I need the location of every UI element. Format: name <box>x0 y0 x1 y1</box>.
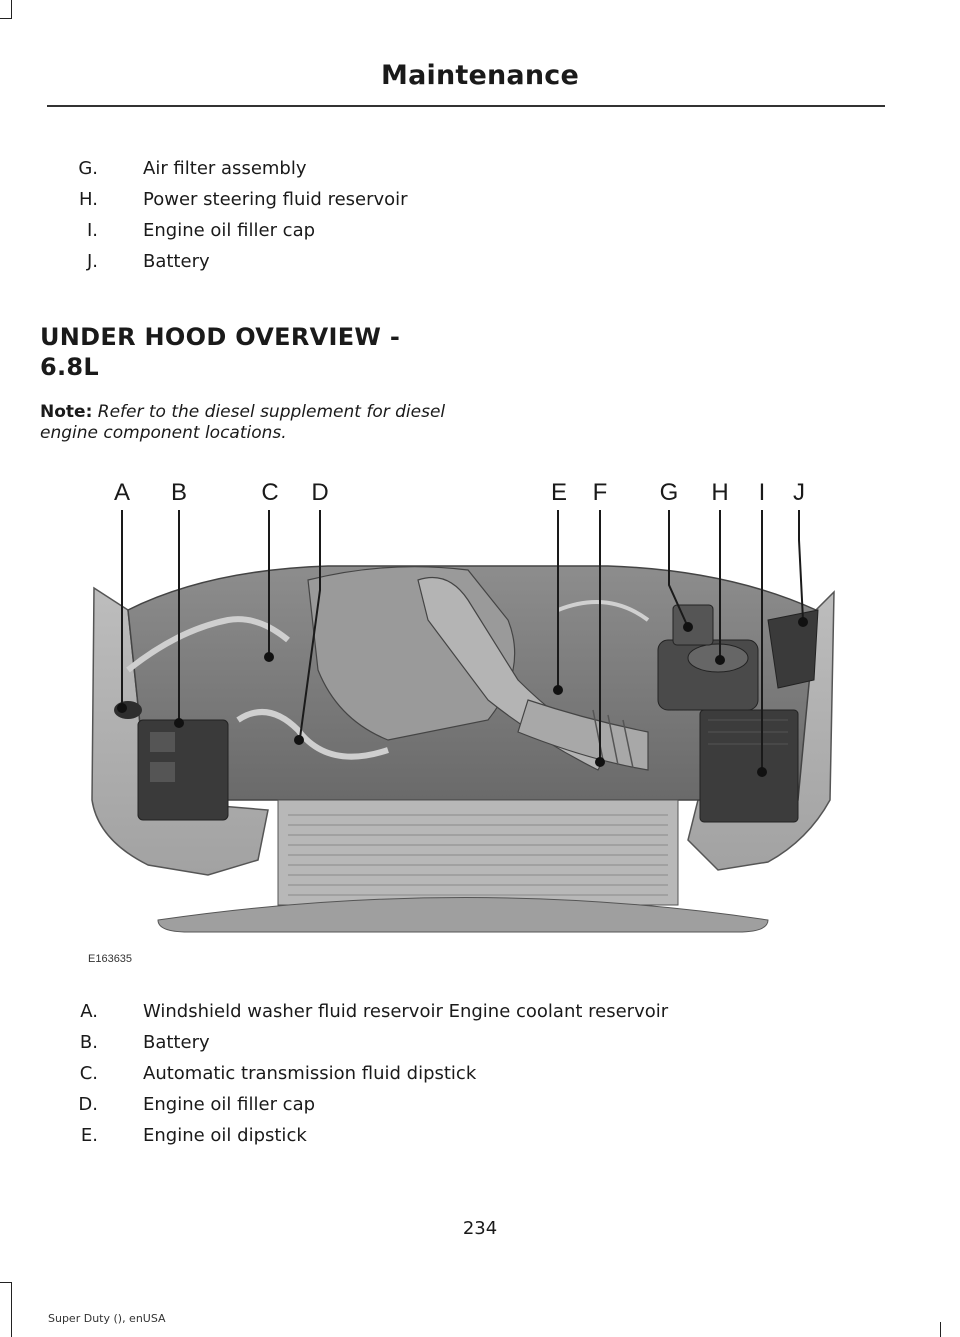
callout-dot <box>117 703 127 713</box>
callout-dot <box>798 617 808 627</box>
crop-mark <box>11 1282 12 1337</box>
list-letter: J. <box>86 251 98 272</box>
callout-label: G <box>659 479 679 506</box>
list-text: Engine oil filler cap <box>143 220 316 241</box>
list-text: Engine oil filler cap <box>143 1094 316 1115</box>
list-letter: E. <box>80 1125 98 1146</box>
callout-label: D <box>311 479 329 506</box>
list-text: Battery <box>143 251 210 272</box>
callout-dot <box>174 718 184 728</box>
callout-label: H <box>711 479 729 506</box>
callout-dot <box>264 652 274 662</box>
section-heading-line1: UNDER HOOD OVERVIEW - <box>40 323 401 351</box>
list-letter: H. <box>79 189 98 210</box>
callout-dot <box>757 767 767 777</box>
callout-label: A <box>113 479 131 506</box>
callout-label: J <box>793 479 805 506</box>
crop-mark <box>0 1282 12 1283</box>
list-text: Battery <box>143 1032 210 1053</box>
callout-label: C <box>261 479 279 506</box>
section-heading <box>40 322 440 382</box>
callout-dot <box>595 757 605 767</box>
callout-dot <box>715 655 725 665</box>
callout-label: I <box>758 479 766 506</box>
callout-label: E <box>550 479 568 506</box>
crop-mark <box>0 18 12 19</box>
engine-bay-illustration <box>88 470 858 965</box>
note-text: Refer to the diesel supplement for diesel engine component locations. <box>40 402 446 443</box>
note <box>40 402 460 444</box>
callout-dot <box>683 622 693 632</box>
callout-label: B <box>170 479 188 506</box>
callout-dot <box>294 735 304 745</box>
header-divider <box>47 105 885 107</box>
crop-mark <box>11 0 12 18</box>
page-title: Maintenance <box>381 60 579 91</box>
callout-label: F <box>592 479 608 506</box>
note-label: Note: <box>40 402 93 422</box>
section-heading-line2: 6.8L <box>40 353 100 381</box>
list-letter: B. <box>79 1032 98 1053</box>
list-text: Air filter assembly <box>143 158 307 179</box>
list-text: Power steering fluid reservoir <box>143 189 408 210</box>
list-text: Windshield washer fluid reservoir Engine coolant reservoir <box>143 1001 669 1022</box>
list-letter: G. <box>78 158 98 179</box>
callout-dot <box>553 685 563 695</box>
list-letter: I. <box>86 220 98 241</box>
crop-mark <box>940 1322 941 1337</box>
list-text: Automatic transmission fluid dipstick <box>143 1063 477 1084</box>
footer-text: Super Duty (), enUSA <box>48 1312 166 1325</box>
figure-id: E163635 <box>88 953 133 965</box>
list-letter: D. <box>78 1094 98 1115</box>
list-letter: C. <box>79 1063 98 1084</box>
list-text: Engine oil dipstick <box>143 1125 307 1146</box>
page-number: 234 <box>462 1218 498 1239</box>
list-letter: A. <box>80 1001 98 1022</box>
